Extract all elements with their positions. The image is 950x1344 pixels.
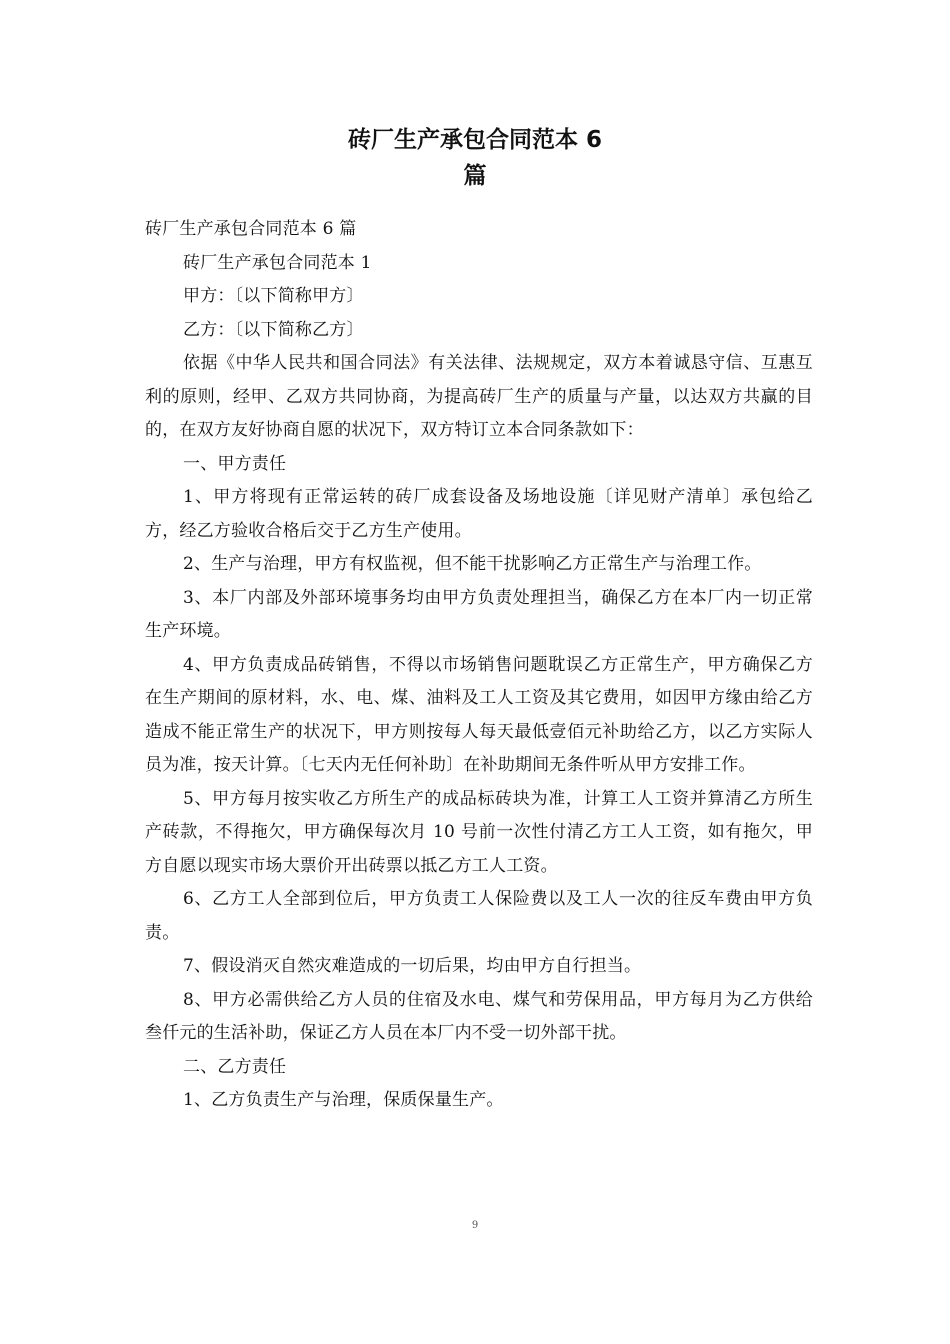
document-body [145,213,813,1118]
contract-heading: 砖厂生产承包合同范本 1 [183,252,372,273]
page-number: 9 [471,1220,479,1231]
clause-a-6: 6、乙方工人全部到位后，甲方负责工人保险费以及工人一次的往反车费由甲方负责。 [145,889,813,943]
section-heading-party-a: 一、甲方责任 [183,453,287,474]
clause-b-1: 1、乙方负责生产与治理，保质保量生产。 [183,1090,504,1110]
clause-a-4: 4、甲方负责成品砖销售，不得以市场销售问题耽误乙方正常生产，甲方确保乙方在生产期间的原材料，水、电、煤、油料及工人工资及其它费用，如因甲方缘由给乙方造成不能正常生产的状况下，甲方则按每人每天最低壹佰元补助给乙方，以乙方实际人员为准，按天计算。〔七天内无任何补助〕在补助期间无条件听从甲方安排工作。 [145,654,813,775]
clause-a-5: 5、甲方每月按实收乙方所生产的成品标砖块为准，计算工人工资并算清乙方所生产砖款，不得拖欠，甲方确保每次月 10 号前一次性付清乙方工人工资，如有拖欠，甲方自愿以现实市场大票价开出砖票以抵乙方工人工资。 [145,788,813,876]
title-line-1: 砖厂生产承包合同范本 6 [347,127,602,153]
clause-a-3: 3、本厂内部及外部环境事务均由甲方负责处理担当，确保乙方在本厂内一切正常生产环境。 [145,587,813,641]
preamble-paragraph: 依据《中华人民共和国合同法》有关法律、法规规定，双方本着诚恳守信、互惠互利的原则，经甲、乙双方共同协商，为提高砖厂生产的质量与产量，以达双方共赢的目的，在双方友好协商自愿的状况下，双方特订立本合同条款如下： [145,353,813,440]
doc-subtitle: 砖厂生产承包合同范本 6 篇 [145,219,357,239]
document-title [0,122,950,194]
clause-a-7: 7、假设消灭自然灾难造成的一切后果，均由甲方自行担当。 [183,956,642,976]
party-b-line: 乙方：〔以下简称乙方〕 [183,319,364,340]
section-heading-party-b: 二、乙方责任 [183,1056,287,1077]
clause-a-2: 2、生产与治理，甲方有权监视，但不能干扰影响乙方正常生产与治理工作。 [183,554,762,574]
title-line-2: 篇 [463,163,487,189]
clause-a-8: 8、甲方必需供给乙方人员的住宿及水电、煤气和劳保用品，甲方每月为乙方供给叁仟元的生活补助，保证乙方人员在本厂内不受一切外部干扰。 [145,989,813,1043]
clause-a-1: 1、甲方将现有正常运转的砖厂成套设备及场地设施〔详见财产清单〕承包给乙方，经乙方验收合格后交于乙方生产使用。 [145,487,813,541]
party-a-line: 甲方：〔以下简称甲方〕 [183,286,364,306]
